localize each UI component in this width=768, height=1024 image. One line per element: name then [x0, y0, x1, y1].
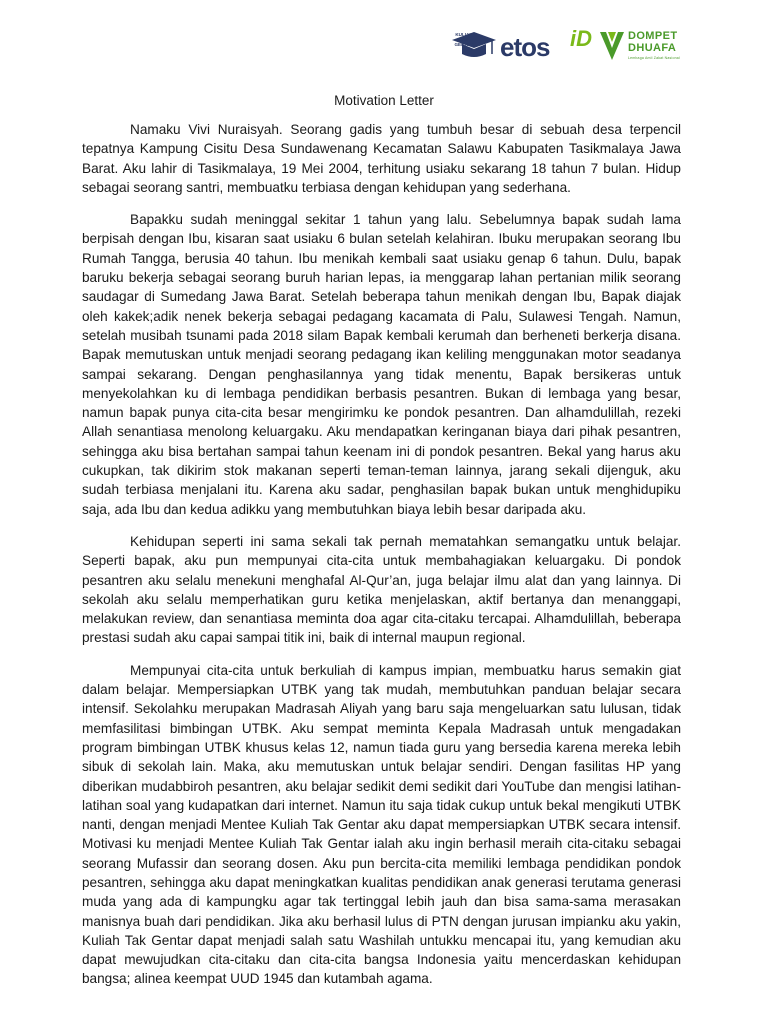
- dompet-dhuafa-mark: [599, 28, 625, 64]
- paragraph: Bapakku sudah meninggal sekitar 1 tahun yang lalu. Sebelumnya bapak sudah lama berpisah dengan Ibu, kisaran saat usiaku 6 bulan setelah kelahiran. Ibuku merupakan seorang Ibu Rumah Tangga, berusia 40 tahun. Ibu menikah kembali saat usiaku genap 6 tahun. Dulu, bapak baruku bekerja sebagai seorang buruh harian lepas, ia menggarap lahan pertanian milik seorang saudagar di Sumedang Jawa Barat. Setelah beberapa tahun menikah dengan Ibu, Bapak diajak oleh kakek;adik nenek bekerja sebagai pedagang kacamata di Palu, Sulawesi Tengah. Namun, setelah musibah tsunami pada 2018 silam Bapak kembali kerumah dan berheneti berkerja disana. Bapak memutuskan untuk menjadi seorang pedagang ikan keliling menggunakan motor seadanya sampai sekarang. Dengan penghasilannya yang tidak menentu, Bapak bersikeras untuk menyekolahkan ku di lembaga pendidikan berbasis pesantren. Bukan di lembaga yang besar, namun bapak punya cita-cita besar mengirimku ke pondok pesantren. Dan alhamdulillah, rezeki Allah senantiasa menolong keluargaku. Aku mendapatkan keringanan biaya dari pihak pesantren, sehingga aku bisa bertahan sampai tahun keenam ini di pondok pesantren. Bekal yang harus aku cukupkan, tak dikirim stok makanan seperti teman-teman lainnya, jarang sekali dijenguk, aku sudah terbiasa menjalani itu. Karena aku sadar, penghasilan bapak bukan untuk menghidupiku saja, ada Ibu dan kedua adikku yang membutuhkan biaya lebih besar daripada aku.: [82, 212, 681, 517]
- etos-id-mark: iD: [570, 26, 592, 51]
- dompet-dhuafa-subtitle: Lembaga Amil Zakat Nasional: [628, 56, 680, 60]
- letter-body: [82, 120, 681, 1002]
- paragraph: Mempunyai cita-cita untuk berkuliah di kampus impian, membuatku harus semakin giat dalam belajar. Mempersiapkan UTBK yang tak mudah, membutuhkan panduan belajar secara intensif. Sekolahku merupakan Madrasah Aliyah yang baru saja mengeluarkan satu lulusan, tidak memfasilitasi bimbingan UTBK. Aku sempat meminta Kepala Madrasah untuk mengadakan program bimbingan UTBK khusus kelas 12, namun tiada guru yang bersedia karena mereka lebih sibuk di sekolah lain. Maka, aku memutuskan untuk belajar sendiri. Dengan fasilitas HP yang diberikan mudabbiroh pesantren, aku belajar sedikit demi sedikit dari YouTube dan mengisi latihan-latihan soal yang kudapatkan dari internet. Namun itu saja tidak cukup untuk bekal mengikuti UTBK nanti, dengan menjadi Mentee Kuliah Tak Gentar aku dapat mempersiapkan UTBK secara intensif. Motivasi ku menjadi Mentee Kuliah Tak Gentar ialah aku ingin berhasil meraih cita-citaku sebagai seorang Mufassir dan seorang dosen. Aku pun bercita-cita memiliki lembaga pendidikan pondok pesantren, sehingga aku dapat meningkatkan kualitas pendidikan anak generasi terutama generasi muda yang ada di kampungku agar tak tertinggal lebih jauh dan bisa sama-sama merasakan manisnya buah dari pendidikan. Jika aku berhasil lulus di PTN dengan jurusan impianku aku yakin, Kuliah Tak Gentar dapat menjadi salah satu Washilah untukku mencapai itu, yang kemudian aku dapat mewujudkan cita-citaku dan cita-cita bangsa Indonesia yaitu mencerdaskan kehidupan bangsa; alinea keempat UUD 1945 dan kutambah agama.: [82, 662, 681, 987]
- dompet-dhuafa-line2: DHUAFA: [628, 42, 677, 54]
- dompet-dhuafa-line1: DOMPET: [628, 30, 678, 42]
- paragraph: Kehidupan seperti ini sama sekali tak pernah mematahkan semangatku untuk belajar. Seperti bapak, aku pun mempunyai cita-cita untuk membahagiakan keluargaku. Di pondok pesantren aku selalu menekuni menghafal Al-Qur’an, juga belajar ilmu alat dan yang lainnya. Di sekolah aku selalu memperhatikan guru ketika menjelaskan, aktif bertanya dan menanggapi, melakukan review, dan senantiasa meminta doa agar cita-citaku tercapai. Alhamdulillah, beberapa prestasi sudah aku capai sampai titik ini, baik di internal maupun regional.: [82, 533, 681, 646]
- paragraph: Namaku Vivi Nuraisyah. Seorang gadis yang tumbuh besar di sebuah desa terpencil tepatnya Kampung Cisitu Desa Sundawenang Kecamatan Salawu Kabupaten Tasikmalaya Jawa Barat. Aku lahir di Tasikmalaya, 19 Mei 2004, terhitung usiaku sekarang 18 tahun 7 bulan. Hidup sebagai seorang santri, membuatku terbiasa dengan kehidupan yang sederhana.: [82, 122, 681, 195]
- document-title: Motivation Letter: [334, 93, 434, 108]
- kuliah-tak-gentar-text: KULIAH TAK GENTAR: [454, 32, 474, 47]
- etos-logo-text: etos: [500, 32, 550, 62]
- dompet-dhuafa-text: [628, 30, 677, 54]
- header-logos: [452, 24, 692, 68]
